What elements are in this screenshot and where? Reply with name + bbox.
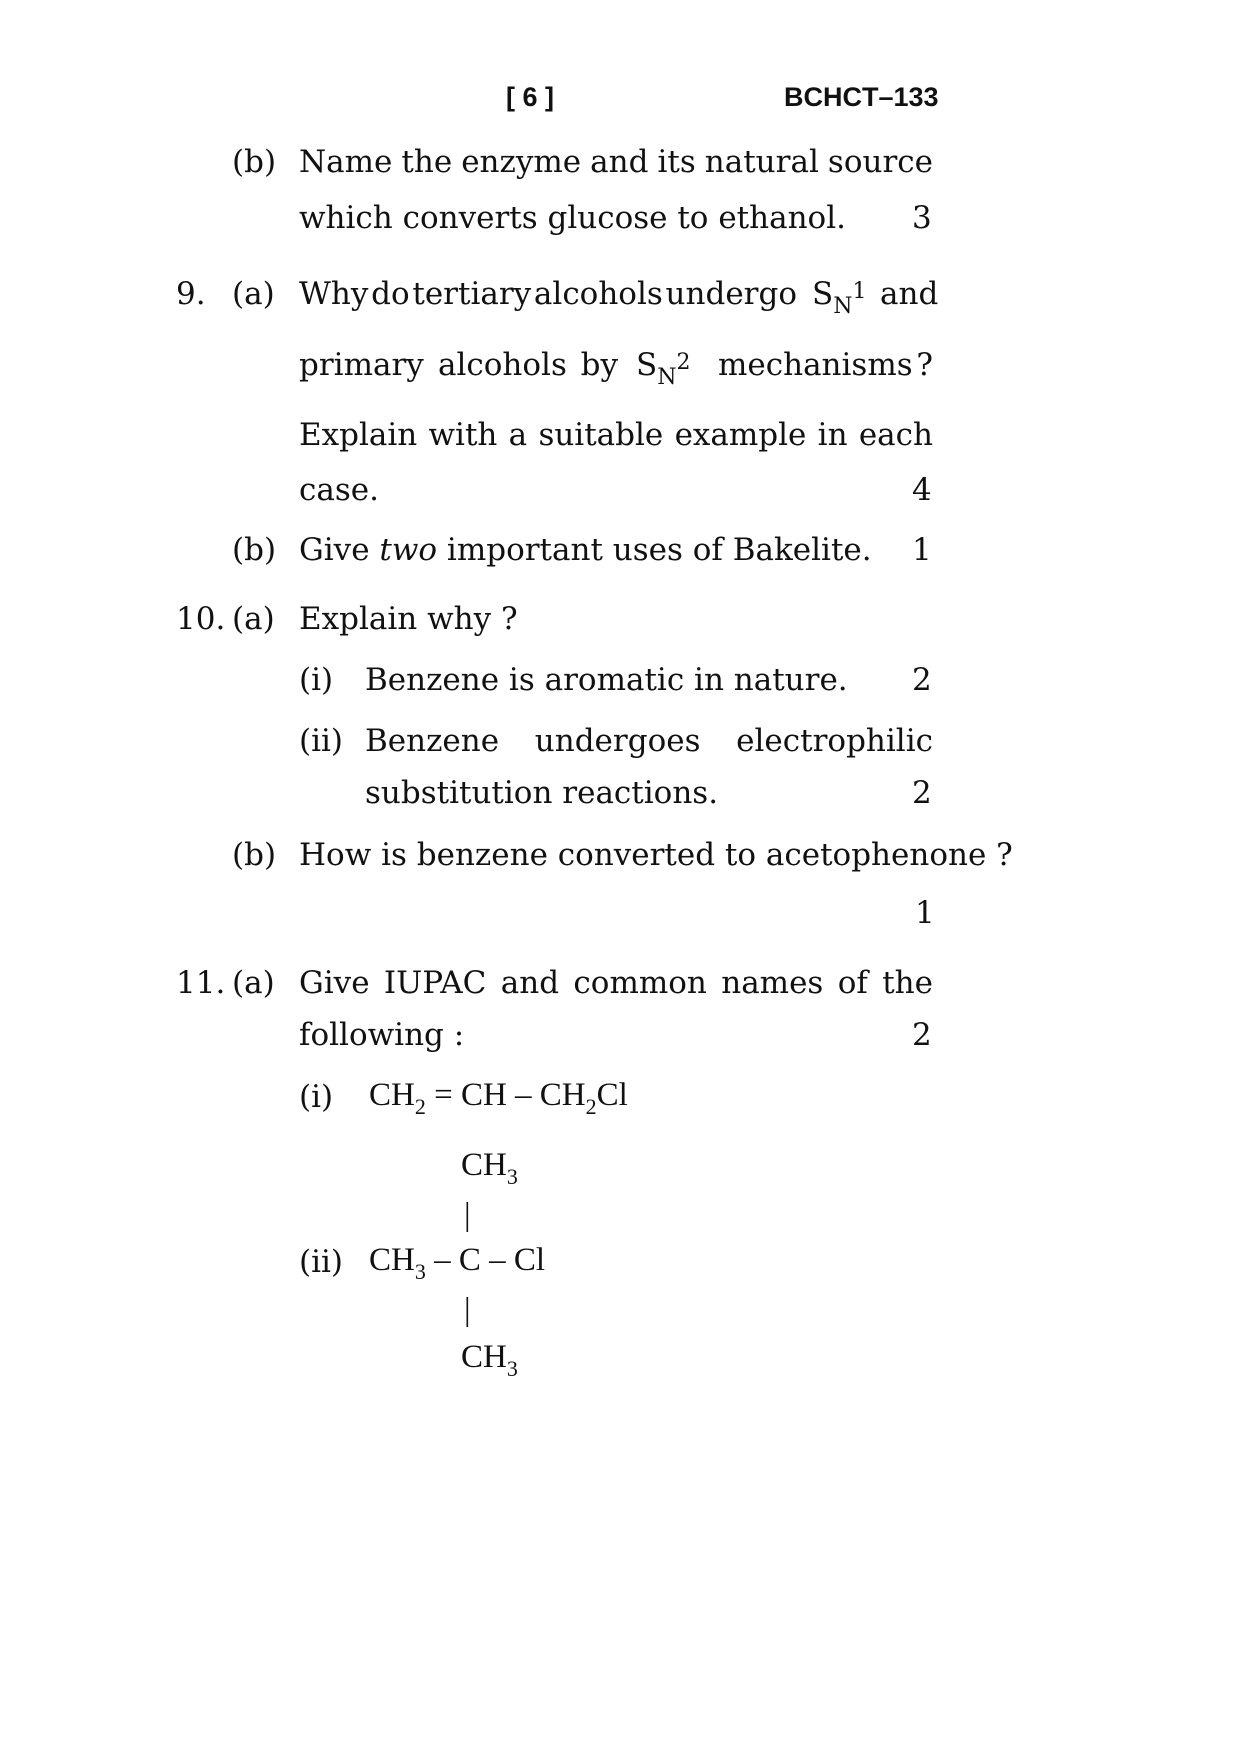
- q11a-line2: following :: [299, 1017, 465, 1053]
- formula-i: $CH_2$ = CH – $CH_2Cl$: [369, 1077, 628, 1119]
- q9b-label: (b): [232, 532, 277, 568]
- q11-number: 11.: [176, 965, 226, 1001]
- q10a-i-label: (i): [299, 662, 334, 698]
- q10a-ii-line1: Benzene undergoes electrophilic: [365, 723, 933, 759]
- q10b-marks: 1: [915, 895, 935, 931]
- q9a-line1: Why do tertiary alcohols undergo: [299, 276, 797, 312]
- sn2-symbol: $S_N2$: [636, 347, 691, 390]
- formula-ii-main: $CH_3$ – C – Cl: [369, 1242, 546, 1284]
- q9a-line3: Explain with a suitable example in each: [299, 417, 933, 453]
- q11a-line1: Give IUPAC and common names of the: [299, 965, 933, 1001]
- q10a-text: Explain why ?: [299, 601, 518, 637]
- q10a-i-text: Benzene is aromatic in nature.: [365, 662, 848, 698]
- q9a-marks: 4: [912, 472, 932, 508]
- formula-ii-bottom-methyl: $CH_3$: [461, 1339, 518, 1381]
- q10a-ii-label: (ii): [299, 723, 344, 759]
- q10a-label: (a): [232, 601, 275, 637]
- sn1-symbol: $S_N1$: [812, 276, 867, 319]
- q10-number: 10.: [176, 601, 226, 637]
- formula-ii-top-methyl: $CH_3$: [461, 1147, 518, 1189]
- q9a-line2-end: mechanisms ?: [718, 347, 933, 383]
- q11a-label: (a): [232, 965, 275, 1001]
- q9a-primary: primary: [299, 347, 424, 383]
- q8b-label: (b): [232, 144, 277, 180]
- q10a-i-marks: 2: [912, 662, 932, 698]
- paper-code: BCHCT–133: [784, 82, 939, 112]
- q8b-line1: Name the enzyme and its natural source: [299, 144, 933, 180]
- q10b-label: (b): [232, 837, 277, 873]
- q9a-label: (a): [232, 276, 275, 312]
- q9-number: 9.: [176, 276, 206, 312]
- q11a-marks: 2: [912, 1017, 932, 1053]
- formula-i-label: (i): [299, 1079, 334, 1115]
- q9a-line2-mid: alcohols by: [438, 347, 618, 383]
- q8b-marks: 3: [912, 200, 932, 236]
- page-number: [ 6 ]: [506, 82, 555, 112]
- q8b-line2: which converts glucose to ethanol.: [299, 200, 846, 236]
- q9b-text: Give two important uses of Bakelite.: [299, 532, 872, 568]
- q9a-line4: case.: [299, 472, 379, 508]
- q10a-ii-line2: substitution reactions.: [365, 775, 719, 811]
- q9a-and: and: [880, 276, 939, 312]
- formula-ii-bond-bottom: |: [464, 1292, 471, 1328]
- q9b-marks: 1: [912, 532, 932, 568]
- q10b-text: How is benzene converted to acetophenone ?: [299, 837, 1013, 873]
- formula-ii-bond-top: |: [464, 1197, 471, 1233]
- formula-ii-label: (ii): [299, 1244, 344, 1280]
- q10a-ii-marks: 2: [912, 775, 932, 811]
